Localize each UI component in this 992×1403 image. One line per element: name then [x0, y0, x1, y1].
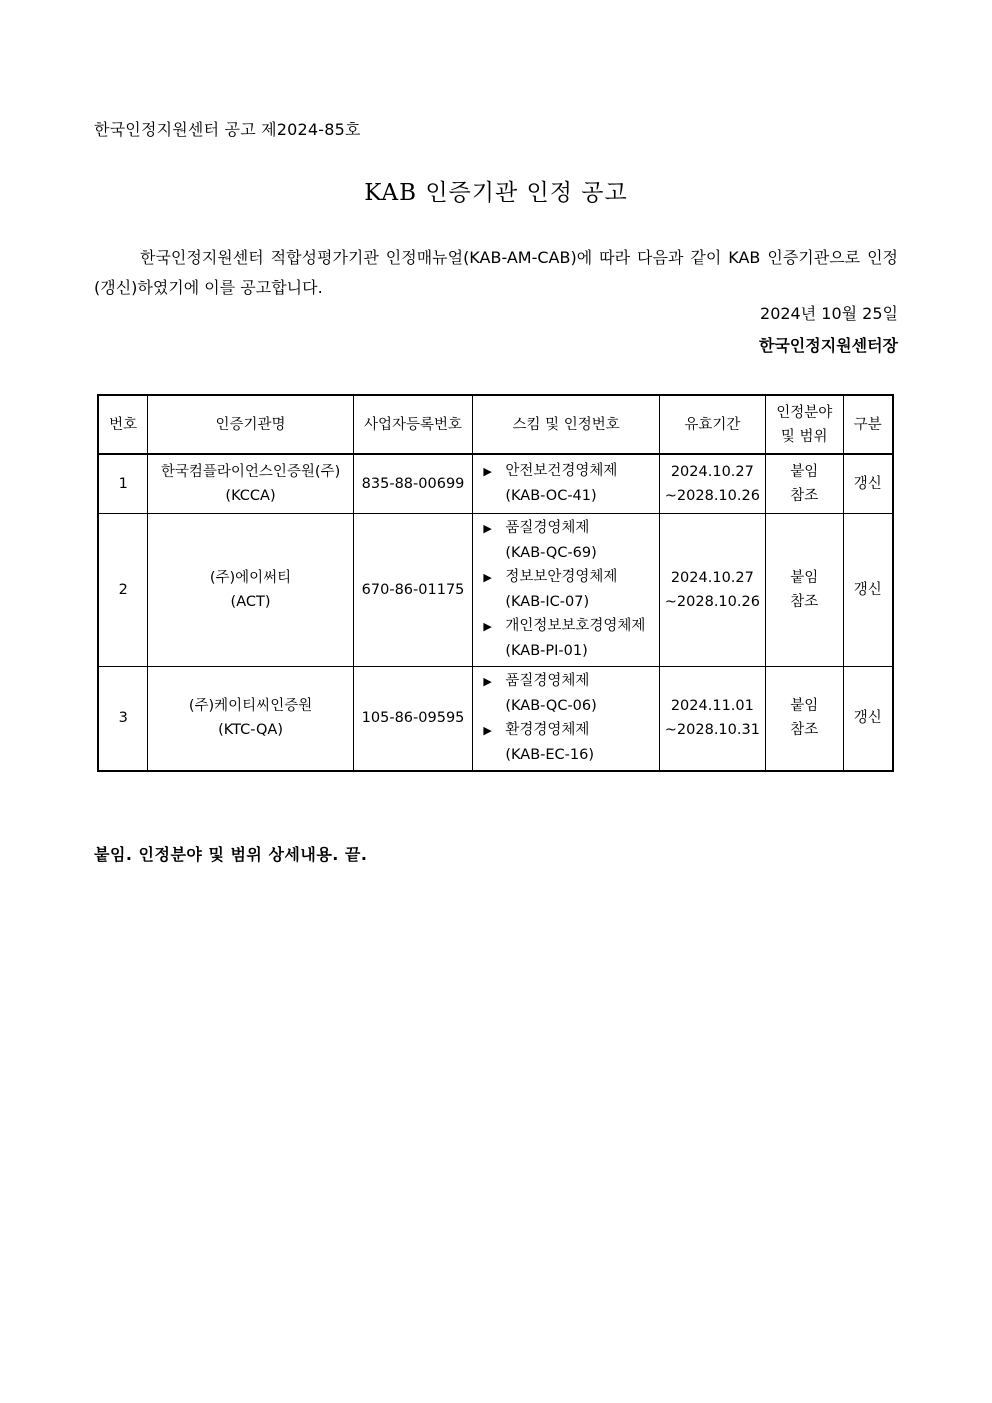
biz-number: 105-86-09595 [353, 666, 473, 771]
org-abbr: (ACT) [230, 593, 271, 610]
scheme-name-line [483, 669, 652, 694]
scheme-code: (KAB-PI-01) [505, 643, 588, 659]
org-name: (주)케이티씨인증원 [188, 698, 313, 715]
scheme-cell [473, 454, 659, 513]
scope-line2: 참조 [790, 593, 819, 610]
period-start: 2024.10.27 [670, 569, 754, 586]
scheme-name-line [483, 459, 652, 484]
scheme-name-line [483, 516, 652, 541]
validity-period [659, 513, 765, 666]
triangle-bullet-icon: ▶ [483, 571, 492, 584]
biz-number: 670-86-01175 [353, 513, 473, 666]
row-type: 갱신 [843, 666, 893, 771]
signer: 한국인정지원센터장 [758, 336, 898, 355]
header-period: 유효기간 [659, 395, 765, 454]
header-org-name: 인증기관명 [148, 395, 353, 454]
header-scheme: 스킴 및 인정번호 [473, 395, 659, 454]
scheme-item [483, 718, 652, 767]
header-scope [765, 395, 843, 454]
scope-cell [765, 454, 843, 513]
notice-number: 한국인정지원센터 공고 제2024-85호 [94, 120, 361, 139]
body-paragraph: 한국인정지원센터 적합성평가기관 인정매뉴얼(KAB-AM-CAB)에 따라 다음과 같이 KAB 인증기관으로 인정(갱신)하였기에 이를 공고합니다. [94, 248, 898, 297]
org-abbr: (KTC-QA) [218, 722, 283, 739]
table-row [98, 454, 893, 513]
scope-line1: 붙임 [790, 569, 819, 586]
scheme-item [483, 669, 652, 718]
scheme-cell [473, 666, 659, 771]
org-cell [148, 513, 353, 666]
scope-line2: 참조 [790, 722, 819, 739]
triangle-bullet-icon: ▶ [483, 724, 492, 738]
document-title: KAB 인증기관 인정 공고 [364, 180, 628, 206]
table-row [98, 513, 893, 666]
scheme-item [483, 565, 652, 614]
scope-line2: 참조 [790, 487, 819, 504]
header-type: 구분 [843, 395, 893, 454]
org-cell [148, 454, 353, 513]
header-scope-line1: 인정분야 [776, 404, 833, 421]
scheme-code: (KAB-IC-07) [505, 594, 590, 610]
scope-line1: 붙임 [790, 698, 819, 715]
scheme-code: (KAB-EC-16) [505, 747, 595, 764]
scope-cell [765, 666, 843, 771]
row-number: 2 [98, 513, 148, 666]
scheme-name-line [483, 718, 652, 743]
scheme-name-line [483, 614, 652, 639]
header-no: 번호 [98, 395, 148, 454]
scope-cell [765, 513, 843, 666]
header-biz-no: 사업자등록번호 [353, 395, 473, 454]
validity-period [659, 666, 765, 771]
triangle-bullet-icon: ▶ [483, 522, 492, 535]
table-header-row [98, 395, 893, 454]
accreditation-table [97, 394, 894, 772]
triangle-bullet-icon: ▶ [483, 675, 492, 689]
table-row [98, 666, 893, 771]
triangle-bullet-icon: ▶ [483, 620, 492, 633]
scheme-code: (KAB-QC-06) [505, 698, 597, 715]
org-name: (주)에이써티 [209, 569, 292, 586]
biz-number: 835-88-00699 [353, 454, 473, 513]
scheme-code: (KAB-OC-41) [505, 488, 597, 505]
period-end: ~2028.10.26 [664, 593, 760, 610]
scheme-item [483, 459, 652, 508]
period-end: ~2028.10.31 [664, 722, 760, 739]
scheme-code: (KAB-QC-69) [505, 545, 597, 561]
scheme-name: 개인정보보호경영체제 [505, 618, 646, 634]
validity-period [659, 454, 765, 513]
scheme-name: 품질경영체제 [505, 673, 590, 690]
scheme-item [483, 516, 652, 565]
row-type: 갱신 [843, 513, 893, 666]
table-body [98, 454, 893, 771]
notice-date: 2024년 10월 25일 [760, 304, 898, 323]
scheme-item [483, 614, 652, 663]
row-type: 갱신 [843, 454, 893, 513]
org-cell [148, 666, 353, 771]
scope-line1: 붙임 [790, 463, 819, 480]
scheme-name-line [483, 565, 652, 590]
scheme-name: 품질경영체제 [505, 520, 590, 536]
attachment-note: 붙임. 인정분야 및 범위 상세내용. 끝. [94, 845, 368, 864]
period-start: 2024.10.27 [670, 463, 754, 480]
row-number: 1 [98, 454, 148, 513]
scheme-cell [473, 513, 659, 666]
row-number: 3 [98, 666, 148, 771]
header-scope-line2: 및 범위 [780, 428, 828, 445]
scheme-name: 환경경영체제 [505, 722, 590, 739]
period-start: 2024.11.01 [670, 698, 754, 715]
scheme-name: 정보보안경영체제 [505, 569, 618, 585]
period-end: ~2028.10.26 [664, 487, 760, 504]
triangle-bullet-icon: ▶ [483, 465, 492, 479]
org-name: 한국컴플라이언스인증원(주) [160, 463, 341, 480]
scheme-name: 안전보건경영체제 [505, 463, 618, 480]
org-abbr: (KCCA) [225, 487, 276, 504]
